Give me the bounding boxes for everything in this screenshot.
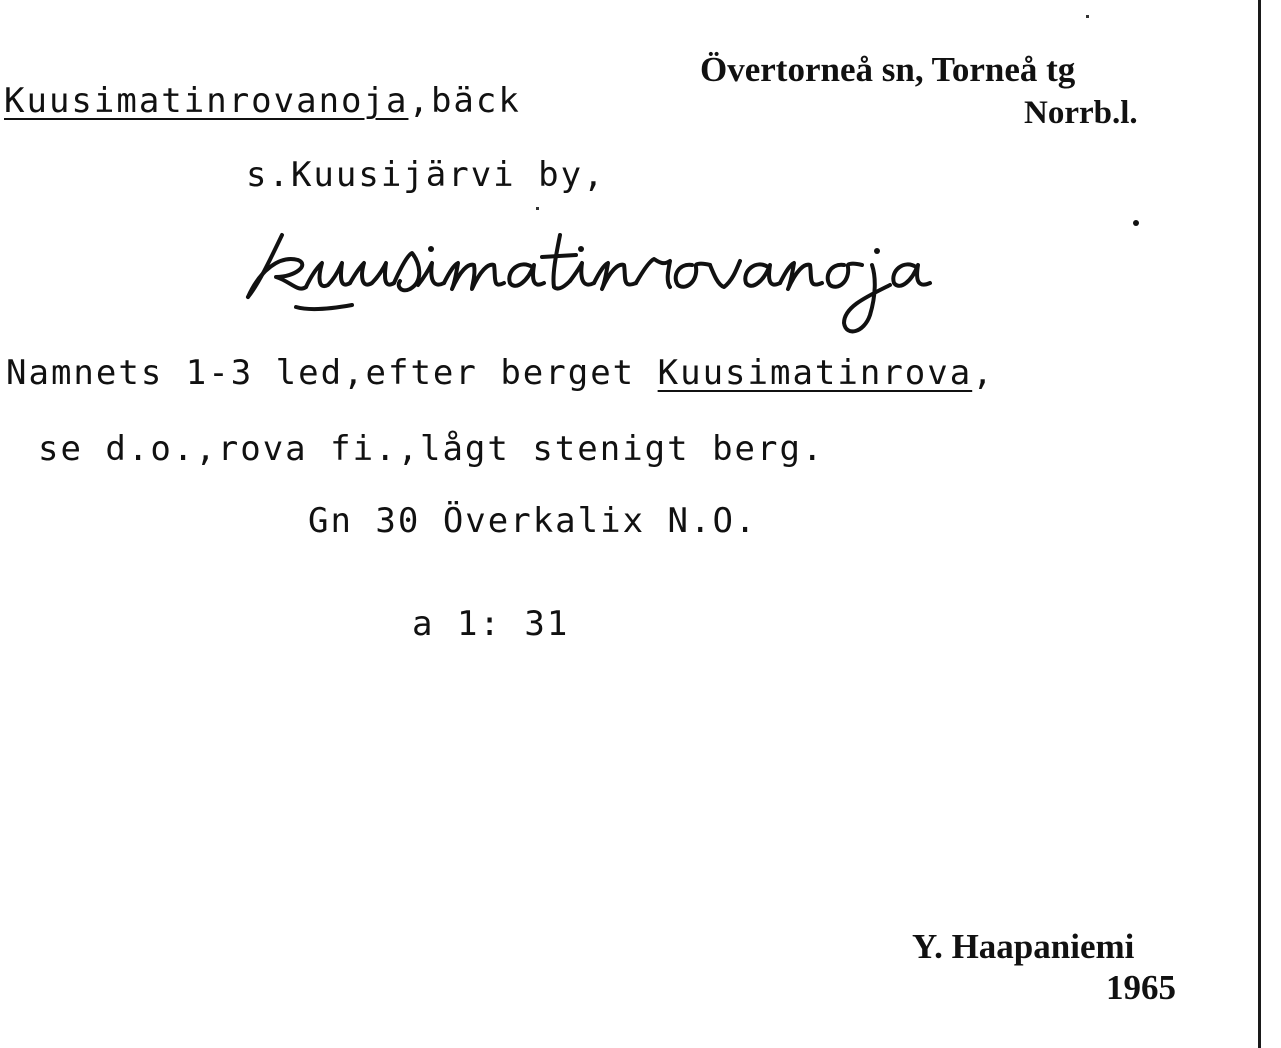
parish-line: Övertorneå sn, Torneå tg — [700, 50, 1076, 89]
card-edge-line — [1258, 0, 1261, 1048]
related-name-link: Kuusimatinrova — [657, 353, 973, 393]
county-line: Norrb.l. — [1024, 95, 1138, 131]
handwritten-form — [240, 215, 1170, 340]
archive-reference: a 1: 31 — [412, 604, 570, 644]
headword-line — [4, 81, 521, 121]
map-reference: Gn 30 Överkalix N.O. — [308, 501, 758, 541]
explanation-line-1 — [6, 353, 995, 393]
explanation-prefix: Namnets 1-3 led,efter berget — [6, 353, 658, 393]
explanation-suffix: , — [972, 353, 995, 393]
author: Y. Haapaniemi — [912, 927, 1135, 966]
speck — [1086, 15, 1089, 18]
speck — [536, 207, 539, 210]
headword-suffix: ,bäck — [408, 81, 521, 121]
village-line: s.Kuusijärvi by, — [246, 155, 606, 195]
year: 1965 — [1106, 968, 1176, 1007]
headword: Kuusimatinrovanoja — [4, 81, 409, 121]
explanation-line-2: se d.o.,rova fi.,lågt stenigt berg. — [38, 429, 825, 469]
